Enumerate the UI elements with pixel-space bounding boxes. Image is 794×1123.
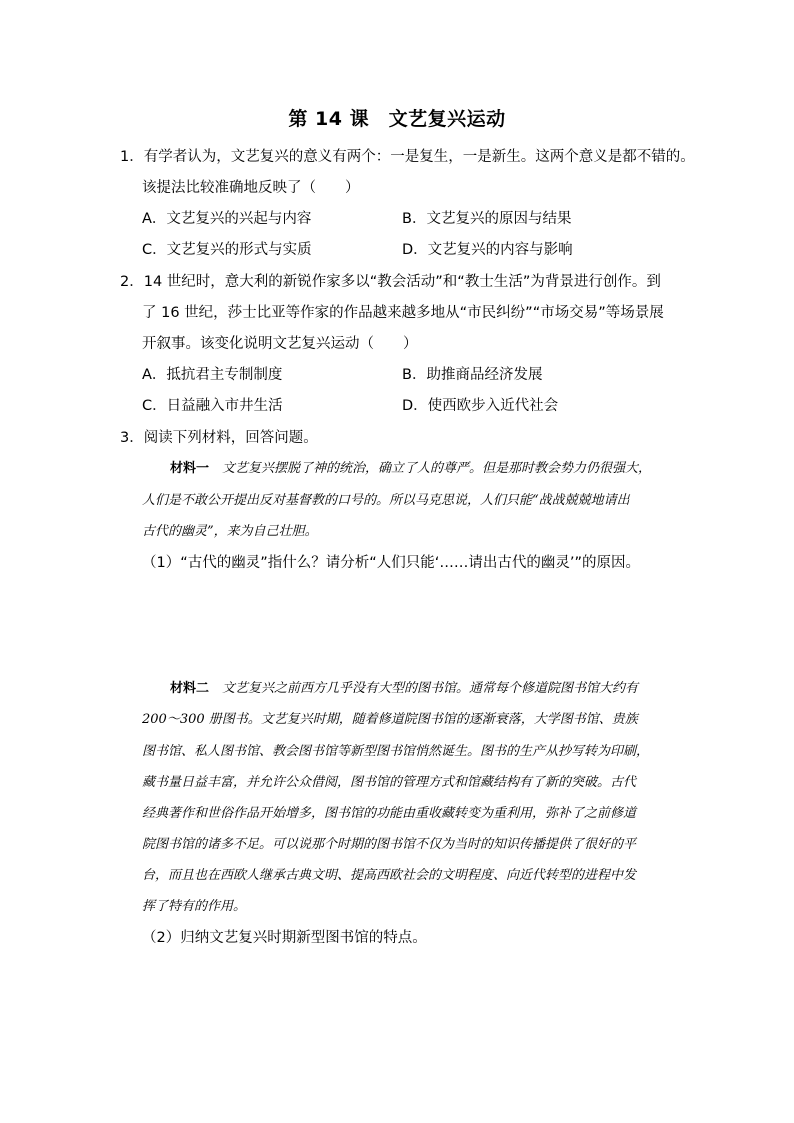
q1-stem-line2: 该提法比较准确地反映了（ ） (142, 180, 360, 196)
q3-subquestion-1: （1）“古代的幽灵”指什么？请分析“人们只能‘……请出古代的幽灵’”的原因。 (142, 555, 640, 571)
material-two-line2: 200～300 册图书。文艺复兴时期，随着修道院图书馆的逐渐衰落，大学图书馆、贵族 (142, 712, 638, 727)
q2-stem-line2: 了 16 世纪，莎士比亚等作家的作品越来越多地从“市民纠纷”“市场交易”等场景展 (142, 305, 664, 321)
material-one-line3: 古代的幽灵”，来为自己壮胆。 (142, 524, 318, 539)
q2-option-d: D．使西欧步入近代社会 (402, 398, 559, 414)
q1-option-c: C．文艺复兴的形式与实质 (142, 242, 312, 258)
material-one-label: 材料一 (170, 461, 210, 476)
material-two-line3: 图书馆、私人图书馆、教会图书馆等新型图书馆悄然诞生。图书的生产从抄写转为印刷， (142, 744, 650, 759)
material-two-line8: 挥了特有的作用。 (142, 899, 247, 914)
q1-option-d: D．文艺复兴的内容与影响 (402, 242, 573, 258)
material-two-line4: 藏书量日益丰富，并允许公众借阅，图书馆的管理方式和馆藏结构有了新的突破。古代 (142, 775, 637, 790)
page-title: 第 14 课 文艺复兴运动 (288, 108, 506, 130)
material-one-text1: 文艺复兴摆脱了神的统治，确立了人的尊严。但是那时教会势力仍很强大， (209, 461, 652, 476)
q2-stem-line3: 开叙事。该变化说明文艺复兴运动（ ） (142, 336, 418, 352)
material-two-line5: 经典著作和世俗作品开始增多，图书馆的功能由重收藏转变为重利用，弥补了之前修道 (142, 806, 637, 821)
q3-subquestion-2: （2）归纳文艺复兴时期新型图书馆的特点。 (142, 930, 427, 946)
material-two-line7: 台，而且也在西欧人继承古典文明、提高西欧社会的文明程度、向近代转型的进程中发 (142, 868, 637, 883)
q3-intro: 3．阅读下列材料，回答问题。 (120, 430, 318, 446)
q1-option-b: B．文艺复兴的原因与结果 (402, 211, 572, 227)
q1-stem-line1: 1．有学者认为，文艺复兴的意义有两个：一是复生，一是新生。这两个意义是都不错的。 (120, 149, 695, 165)
material-two-line6: 院图书馆的诸多不足。可以说那个时期的图书馆不仅为当时的知识传播提供了很好的平 (142, 837, 637, 852)
material-one-line2: 人们是不敢公开提出反对基督教的口号的。所以马克思说，人们只能“战战兢兢地请出 (142, 493, 630, 508)
material-two-line1 (170, 677, 638, 696)
q2-option-a: A．抵抗君主专制制度 (142, 367, 283, 383)
material-two-label: 材料二 (170, 681, 210, 696)
q2-option-b: B．助推商品经济发展 (402, 367, 543, 383)
q2-stem-line1: 2．14 世纪时，意大利的新锐作家多以“教会活动”和“教士生活”为背景进行创作。到 (120, 274, 661, 290)
q2-option-c: C．日益融入市井生活 (142, 398, 283, 414)
q1-option-a: A．文艺复兴的兴起与内容 (142, 211, 312, 227)
material-one-line1 (170, 457, 651, 476)
material-two-text1: 文艺复兴之前西方几乎没有大型的图书馆。通常每个修道院图书馆大约有 (209, 681, 639, 696)
